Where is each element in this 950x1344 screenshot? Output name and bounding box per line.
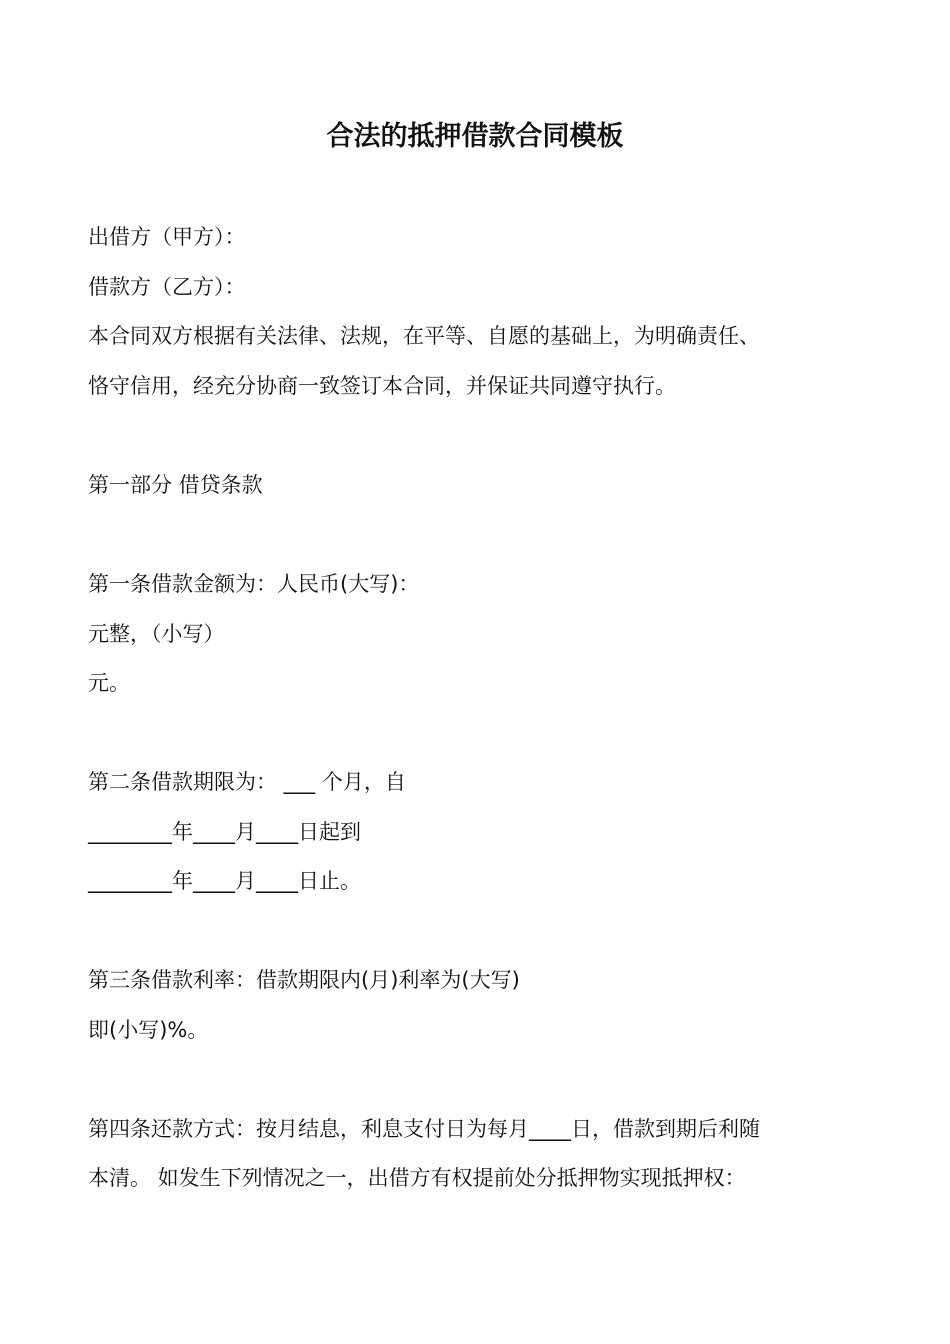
- article-4-line-1: 第四条还款方式：按月结息，利息支付日为每月____日，借款到期后利随: [88, 1117, 760, 1141]
- article-1-line-1: 第一条借款金额为：人民币(大写)：: [88, 572, 420, 596]
- borrower-line: 借款方（乙方）：: [88, 275, 246, 299]
- lender-line: 出借方（甲方）：: [88, 225, 246, 249]
- preamble-line-2: 恪守信用，经充分协商一致签订本合同，并保证共同遵守执行。: [88, 374, 676, 398]
- article-3-line-2: 即(小写)%。: [88, 1018, 209, 1042]
- document-title: 合法的抵押借款合同模板: [326, 121, 624, 152]
- article-2-line-1: 第二条借款期限为： ___ 个月，自: [88, 770, 406, 794]
- section-heading: 第一部分 借贷条款: [88, 473, 263, 497]
- article-3-line-1: 第三条借款利率：借款期限内(月)利率为(大写): [88, 968, 520, 992]
- article-2-line-3: ________年____月____日止。: [88, 869, 361, 893]
- article-1-line-3: 元。: [88, 671, 130, 695]
- preamble-line-1: 本合同双方根据有关法律、法规，在平等、自愿的基础上，为明确责任、: [88, 324, 760, 348]
- article-4-line-2: 本清。 如发生下列情况之一，出借方有权提前处分抵押物实现抵押权：: [88, 1166, 746, 1190]
- article-1-line-2: 元整，（小写）: [88, 622, 225, 646]
- article-2-line-2: ________年____月____日起到: [88, 820, 361, 844]
